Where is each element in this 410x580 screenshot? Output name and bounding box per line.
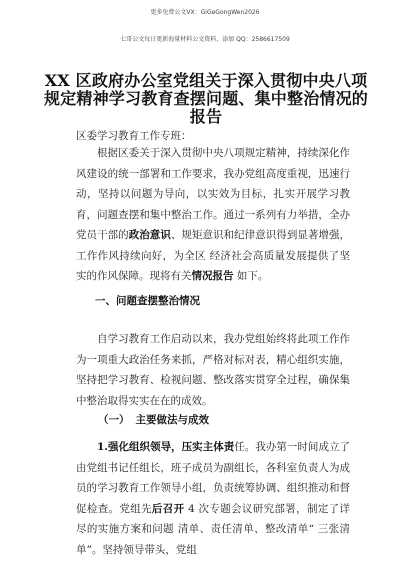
paragraph-section-1: 自学习教育工作启动以来，我办党组始终将此项工作作为一项重大政治任务来抓，严格对标对表，精心组织实施，坚持把学习教育、检视问题、整改落实贯穿全过程，确保集中整治取得实实在在的成效。 bbox=[76, 333, 350, 407]
document-title bbox=[44, 72, 368, 126]
intro-text-c: 如下。 bbox=[233, 270, 269, 282]
measure-1-text-b: 4 次专题会议研究部署，制定了详尽的实施方案和问题 清单、责任清单、整改清单“ 三张清单”。坚持领导带头，党组 bbox=[76, 502, 351, 556]
section-heading-1: 一、问题查摆整治情况 bbox=[95, 295, 200, 307]
subsection-number: （一） bbox=[98, 414, 130, 426]
watermark-subline: 七哥公文每日更新海量材料公文资料，添加 QQ：2586617509 bbox=[120, 36, 290, 43]
measure-1-bold-convened: 后召开 bbox=[151, 502, 185, 515]
watermark-top: 更多免费公文VX：GiGeGongWen2026 bbox=[150, 9, 260, 16]
measure-1-text-a: 任。我办第一时间成立了由党组书记任组长，班子成员为副组长，各科室负责人为成员的学习教育工作领导小组，负责统筹协调、组织推动和督促检查。党组先 bbox=[76, 441, 350, 515]
title-bold-part: 、集中整治情况的 bbox=[238, 89, 369, 108]
subsection-title: 主要做法与成效 bbox=[135, 414, 209, 426]
title-last-line: 报告 bbox=[189, 107, 223, 126]
measure-1-heading: 1.强化组织领导，压实主体责 bbox=[97, 441, 235, 453]
title-main: XX 区政府办公室党组关于深入贯彻中央八项规定精神学习教育查摆问题 bbox=[44, 71, 368, 108]
addressee: 区委学习教育工作专班： bbox=[76, 130, 192, 142]
paragraph-measures bbox=[76, 437, 350, 560]
intro-bold-political: 政治意识 bbox=[128, 229, 171, 241]
subsection-heading bbox=[98, 412, 209, 427]
intro-text-b: 、规矩意识和纪律意识得到显著增强，工作作风持续向好，为全区 经济社会高质量发展提供了坚实的作风保障。现将有关 bbox=[76, 229, 351, 282]
intro-bold-report: 情况报告 bbox=[191, 270, 234, 282]
intro-text-a: 根据区委关于深入贯彻中央八项规定精神，持续深化作风建设的统一部署和工作要求，我办党组高度重视，迅速行动，坚持以问题为导向，以实效为目标，扎实开展学习教育，问题查摆和集中整治工作。通过一系列有力举措，全办党员干部的 bbox=[76, 147, 350, 241]
paragraph-intro bbox=[76, 143, 350, 287]
